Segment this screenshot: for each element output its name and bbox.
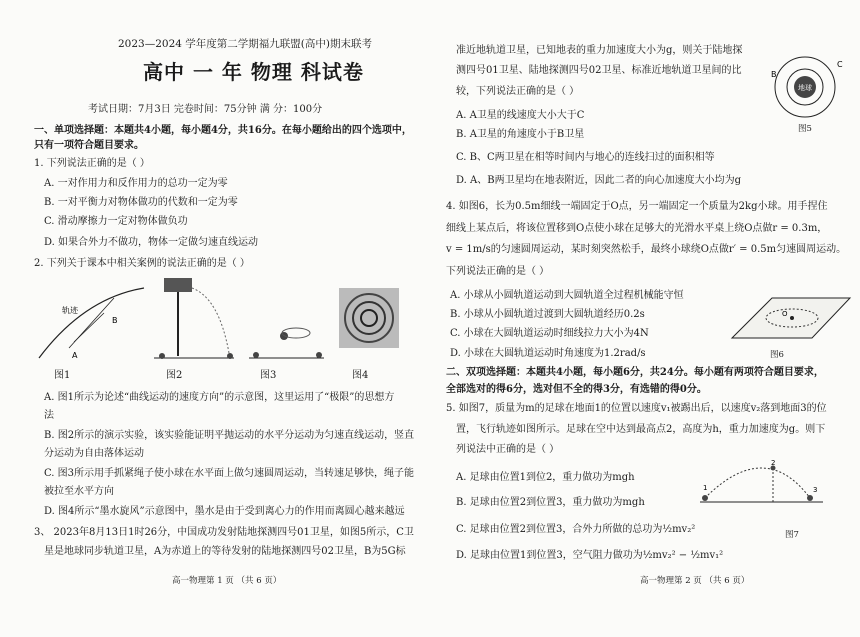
section2-heading-cont: 全部选对的得6分，选对但不全的得3分，有选错的得0分。 <box>446 384 707 395</box>
fig7-point: 3 <box>813 486 818 494</box>
q4-stem-cont: 下列说法正确的是（ ） <box>446 266 550 277</box>
fig6-o: O <box>782 310 788 318</box>
fig-label: 图2 <box>166 370 183 381</box>
q3-stem: 3、 2023年8月13日1时26分，中国成功发射陆地探测四号01卫星，如图5所示，C卫 <box>34 527 414 538</box>
fig4-ink-vortex <box>339 288 399 348</box>
q5-stem-cont: 列说法中正确的是（ ） <box>456 444 560 455</box>
fig5-orbits <box>765 55 845 125</box>
page-footer: 高一物理第 1 页 （共 6 页） <box>172 576 282 586</box>
section2-heading: 二、双项选择题：本题共4小题，每小题6分，共24分。每小题有两项符合题目要求， <box>446 367 824 378</box>
q2-option: D. 图4所示“墨水旋风”示意图中，墨水是由于受到离心力的作用而离圆心越来越远 <box>44 506 405 517</box>
fig-label: 图4 <box>352 370 369 381</box>
fig7-trajectory <box>695 458 825 508</box>
q5-option: A. 足球由位置1到位2，重力做功为mgh <box>456 472 635 483</box>
q5-stem: 5. 如图7，质量为m的足球在地面1的位置以速度v₁被踢出后，以速度v₂落到地面3的位 <box>446 403 827 414</box>
q2-option: B. 图2所示的演示实验，该实验能证明平抛运动的水平分运动为匀速直线运动，竖直 <box>44 430 415 441</box>
q1-stem: 1. 下列说法正确的是（ ） <box>34 158 150 169</box>
page-footer: 高一物理第 2 页 （共 6 页） <box>640 576 750 586</box>
q3-option: D. A、B两卫星均在地表附近，因此二者的向心加速度大小均为g <box>456 175 741 186</box>
q3-stem-cont: 星是地球同步轨道卫星，A为赤道上的等待发射的陆地探测四号02卫星，B为5G标 <box>44 546 406 557</box>
fig6-table <box>712 290 852 345</box>
fig5-label: 图5 <box>798 124 812 134</box>
q2-option: C. 图3所示用手抓紧绳子使小球在水平面上做匀速圆周运动，当转速足够快，绳子能 <box>44 468 415 479</box>
q3-option: B. A卫星的角速度小于B卫星 <box>456 129 585 140</box>
q4-stem-cont: 细线上某点后，将该位置移到O点使小球在足够大的光滑水平桌上绕O点做r = 0.3m， <box>446 223 828 234</box>
section1-heading: 一、单项选择题：本题共4小题，每小题4分，共16分。在每小题给出的四个选项中， <box>34 125 412 136</box>
q4-stem-cont: v = 1m/s的匀速圆周运动，某时刻突然松手，最终小球绕O点做r′ = 0.5m匀速圆周运动。 <box>446 244 847 255</box>
exam-header: 2023—2024 学年度第二学期福九联盟(高中)期末联考 <box>118 38 372 50</box>
q4-stem: 4. 如图6，长为0.5m细线一端固定于O点，另一端固定一个质量为2kg小球。用手捏住 <box>446 201 828 212</box>
q1-option: D. 如果合外力不做功，物体一定做匀速直线运动 <box>44 237 259 248</box>
q2-option-cont: 被拉至水平方向 <box>44 486 114 497</box>
q4-option: D. 小球在大圆轨道运动时角速度为1.2rad/s <box>450 348 646 359</box>
q3-continued: 较，下列说法正确的是（ ） <box>456 86 580 97</box>
right-page <box>430 0 860 637</box>
q3-option: C. B、C两卫星在相等时间内与地心的连线扫过的面积相等 <box>456 152 715 163</box>
fig7-label: 图7 <box>785 530 799 540</box>
exam-info: 考试日期：7月3日 完卷时间：75分钟 满 分：100分 <box>88 104 323 115</box>
q1-option: A. 一对作用力和反作用力的总功一定为零 <box>44 178 228 189</box>
q5-stem-cont: 置，飞行轨迹如图所示。足球在空中达到最高点2，高度为h，重力加速度为g。则下 <box>456 424 826 435</box>
q2-option-cont: 法 <box>44 410 54 421</box>
q3-option: A. A卫星的线速度大小大于C <box>456 110 585 121</box>
fig2-device <box>164 278 192 292</box>
section1-heading-cont: 只有一项符合题目要求。 <box>34 140 144 151</box>
q2-option: A. 图1所示为论述“曲线运动的速度方向”的示意图，这里运用了“极限”的思想方 <box>44 392 395 403</box>
q2-figures <box>34 278 424 370</box>
q1-option: B. 一对平衡力对物体做功的代数和一定为零 <box>44 197 238 208</box>
q3-continued: 准近地轨道卫星，已知地表的重力加速度大小为g，则关于陆地探 <box>456 45 743 56</box>
q4-option: C. 小球在大圆轨道运动时细线拉力大小为4N <box>450 328 649 339</box>
fig5-b: B <box>771 70 777 79</box>
fig-label: 图1 <box>54 370 71 381</box>
q1-option: C. 滑动摩擦力一定对物体做负功 <box>44 216 188 227</box>
q2-stem: 2. 下列关于课本中相关案例的说法正确的是（ ） <box>34 258 250 269</box>
fig7-point: 1 <box>703 484 708 492</box>
fig1-curve-label: 轨迹 <box>62 306 78 315</box>
fig1-point-b: B <box>112 316 118 325</box>
q3-continued: 测四号01卫星、陆地探测四号02卫星、标准近地轨道卫星间的比 <box>456 65 742 76</box>
fig6-label: 图6 <box>770 350 784 360</box>
fig5-earth-label: 地球 <box>798 84 812 92</box>
page-title: 高中 一 年 物理 科试卷 <box>143 60 364 84</box>
q2-option-cont: 分运动为自由落体运动 <box>44 448 144 459</box>
fig7-point: 2 <box>771 459 776 467</box>
q5-option: C. 足球由位置2到位置3，合外力所做的总功为½mv₂² <box>456 524 696 535</box>
fig5-c: C <box>837 60 843 69</box>
q5-option: B. 足球由位置2到位置3，重力做功为mgh <box>456 497 645 508</box>
fig1-point-a: A <box>72 351 78 360</box>
q5-option: D. 足球由位置1到位置3，空气阻力做功为½mv₂² − ½mv₁² <box>456 550 724 561</box>
q4-option: A. 小球从小圆轨道运动到大圆轨道全过程机械能守恒 <box>450 290 684 301</box>
fig-label: 图3 <box>260 370 277 381</box>
q4-option: B. 小球从小圆轨道过渡到大圆轨道经历0.2s <box>450 309 645 320</box>
